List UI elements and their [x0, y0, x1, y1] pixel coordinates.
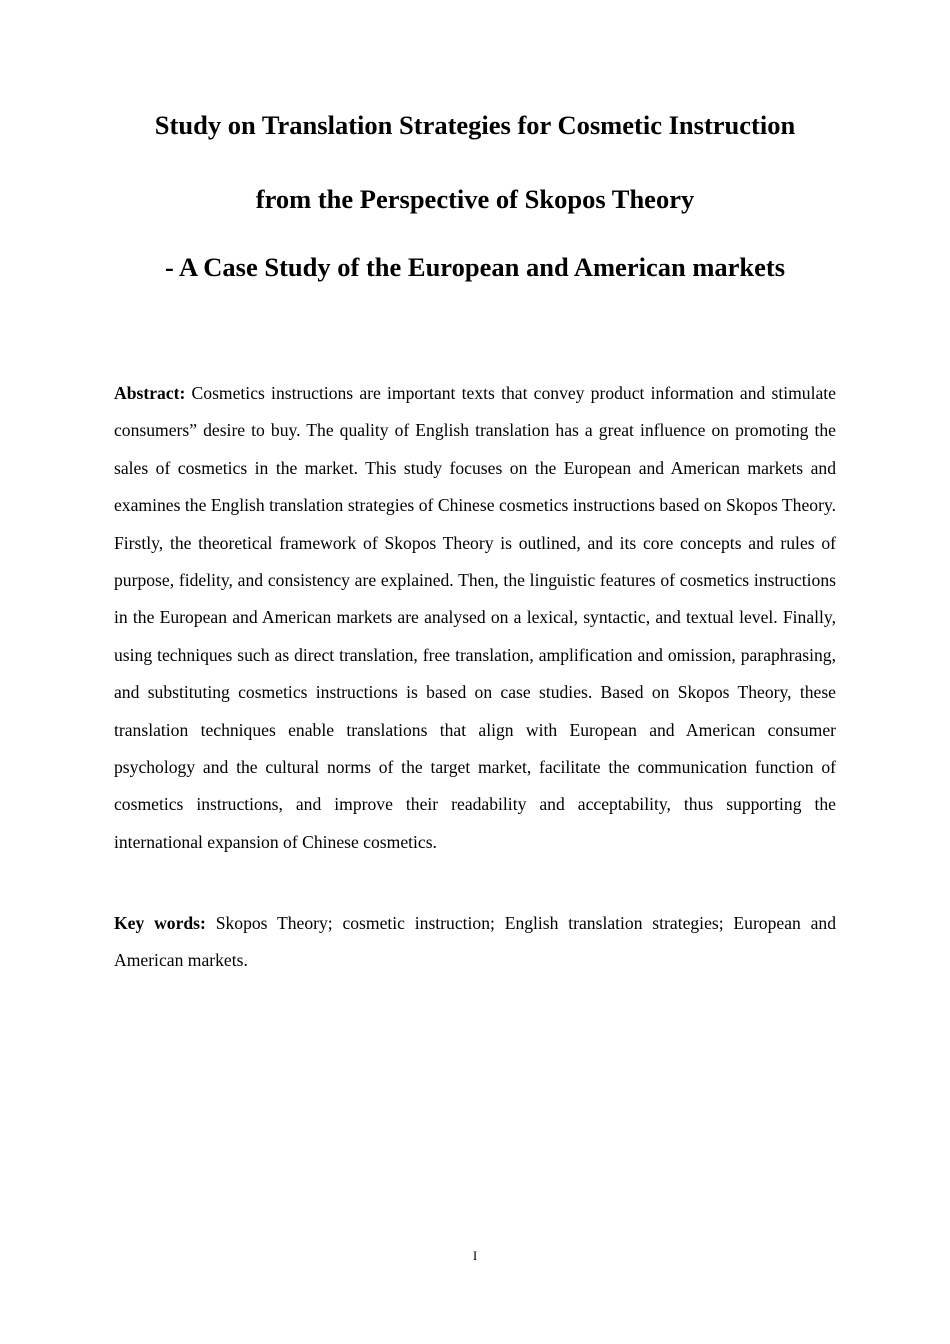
- title-line-2: from the Perspective of Skopos Theory: [255, 184, 695, 214]
- abstract-paragraph: [114, 375, 836, 861]
- subtitle-line: - A Case Study of the European and American markets: [164, 252, 786, 282]
- keywords-text: Skopos Theory; cosmetic instruction; English translation strategies; European and American markets.: [114, 913, 837, 971]
- keywords-label: Key words:: [114, 913, 206, 933]
- title-line-1: Study on Translation Strategies for Cosmetic Instruction: [154, 110, 796, 140]
- abstract-label: Abstract:: [114, 383, 186, 403]
- page-number: I: [472, 1248, 478, 1263]
- keywords-paragraph: [114, 905, 836, 980]
- abstract-text: Cosmetics instructions are important texts that convey product information and stimulate consumers” desire to buy. The quality of English translation has a great influence on promoting the sales of cosmetics in the market. This study focuses on the European and American markets and examines the English translation strategies of Chinese cosmetics instructions based on Skopos Theory. Firstly, the theoretical framework of Skopos Theory is outlined, and its core concepts and rules of purpose, fidelity, and consistency are explained. Then, the linguistic features of cosmetics instructions in the European and American markets are analysed on a lexical, syntactic, and textual level. Finally, using techniques such as direct translation, free translation, amplification and omission, paraphrasing, and substituting cosmetics instructions is based on case studies. Based on Skopos Theory, these translation techniques enable translations that align with European and American consumer psychology and the cultural norms of the target market, facilitate the communication function of cosmetics instructions, and improve their readability and acceptability, thus supporting the international expansion of Chinese cosmetics.: [114, 383, 836, 852]
